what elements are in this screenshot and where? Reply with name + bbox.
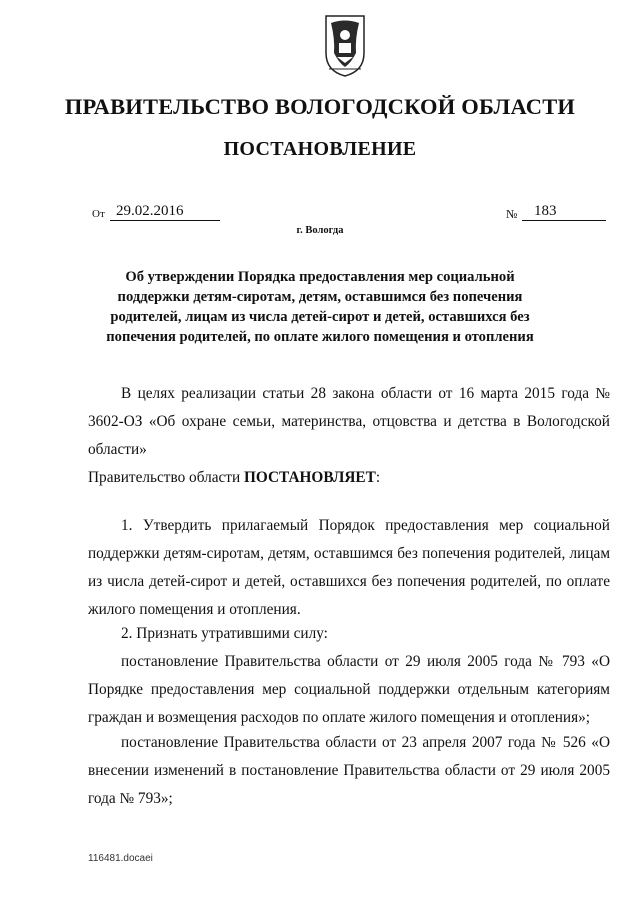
- item-2b-paragraph: постановление Правительства области от 23 апреля 2007 года № 526 «О внесении изменений в постановление Правительства области от 29 июля 2005 года № 793»;: [88, 734, 610, 807]
- city-label: г. Вологда: [296, 225, 344, 236]
- decree-word: ПОСТАНОВЛЯЕТ: [244, 469, 376, 486]
- decree-prefix: Правительство области: [88, 469, 245, 486]
- item-2a-paragraph: постановление Правительства области от 29 июля 2005 года № 793 «О Порядке предоставления мер социальной поддержки отдельным категориям граждан и возмещения расходов по оплате жилого помещения и отопления»;: [88, 653, 610, 726]
- number-label: №: [506, 207, 518, 221]
- item-1-paragraph: 1. Утвердить прилагаемый Порядок предоставления мер социальной поддержки детям-сиротам, детям, оставшимся без попечения родителей, лицам из числа детей-сирот и детей, оставшихся без попечения родителей, по оплате жилого помещения и отопления.: [88, 517, 610, 618]
- document-number: 183: [522, 203, 606, 221]
- document-subject: Об утверждении Порядка предоставления мер социальной поддержки детям-сиротам, детям, оставшимся без попечения родителей, лицам из числа детей-сирот и детей, оставшихся без попечения родителей, по оплате жилого помещения и отопления: [106, 269, 534, 345]
- file-code: 116481.docaei: [88, 853, 153, 864]
- government-title: ПРАВИТЕЛЬСТВО ВОЛОГОДСКОЙ ОБЛАСТИ: [64, 94, 576, 119]
- document-date: 29.02.2016: [110, 203, 220, 221]
- item-2-paragraph: 2. Признать утратившими силу:: [121, 625, 328, 642]
- date-label: От: [92, 208, 105, 220]
- vologda-coat-of-arms-icon: [323, 13, 367, 79]
- decree-line: [88, 464, 610, 492]
- decree-suffix: :: [375, 469, 381, 486]
- document-type: ПОСТАНОВЛЕНИЕ: [223, 138, 417, 160]
- preamble-paragraph: В целях реализации статьи 28 закона области от 16 марта 2015 года № 3602-ОЗ «Об охране семьи, материнства, отцовства и детства в Вологодской области»: [88, 385, 610, 458]
